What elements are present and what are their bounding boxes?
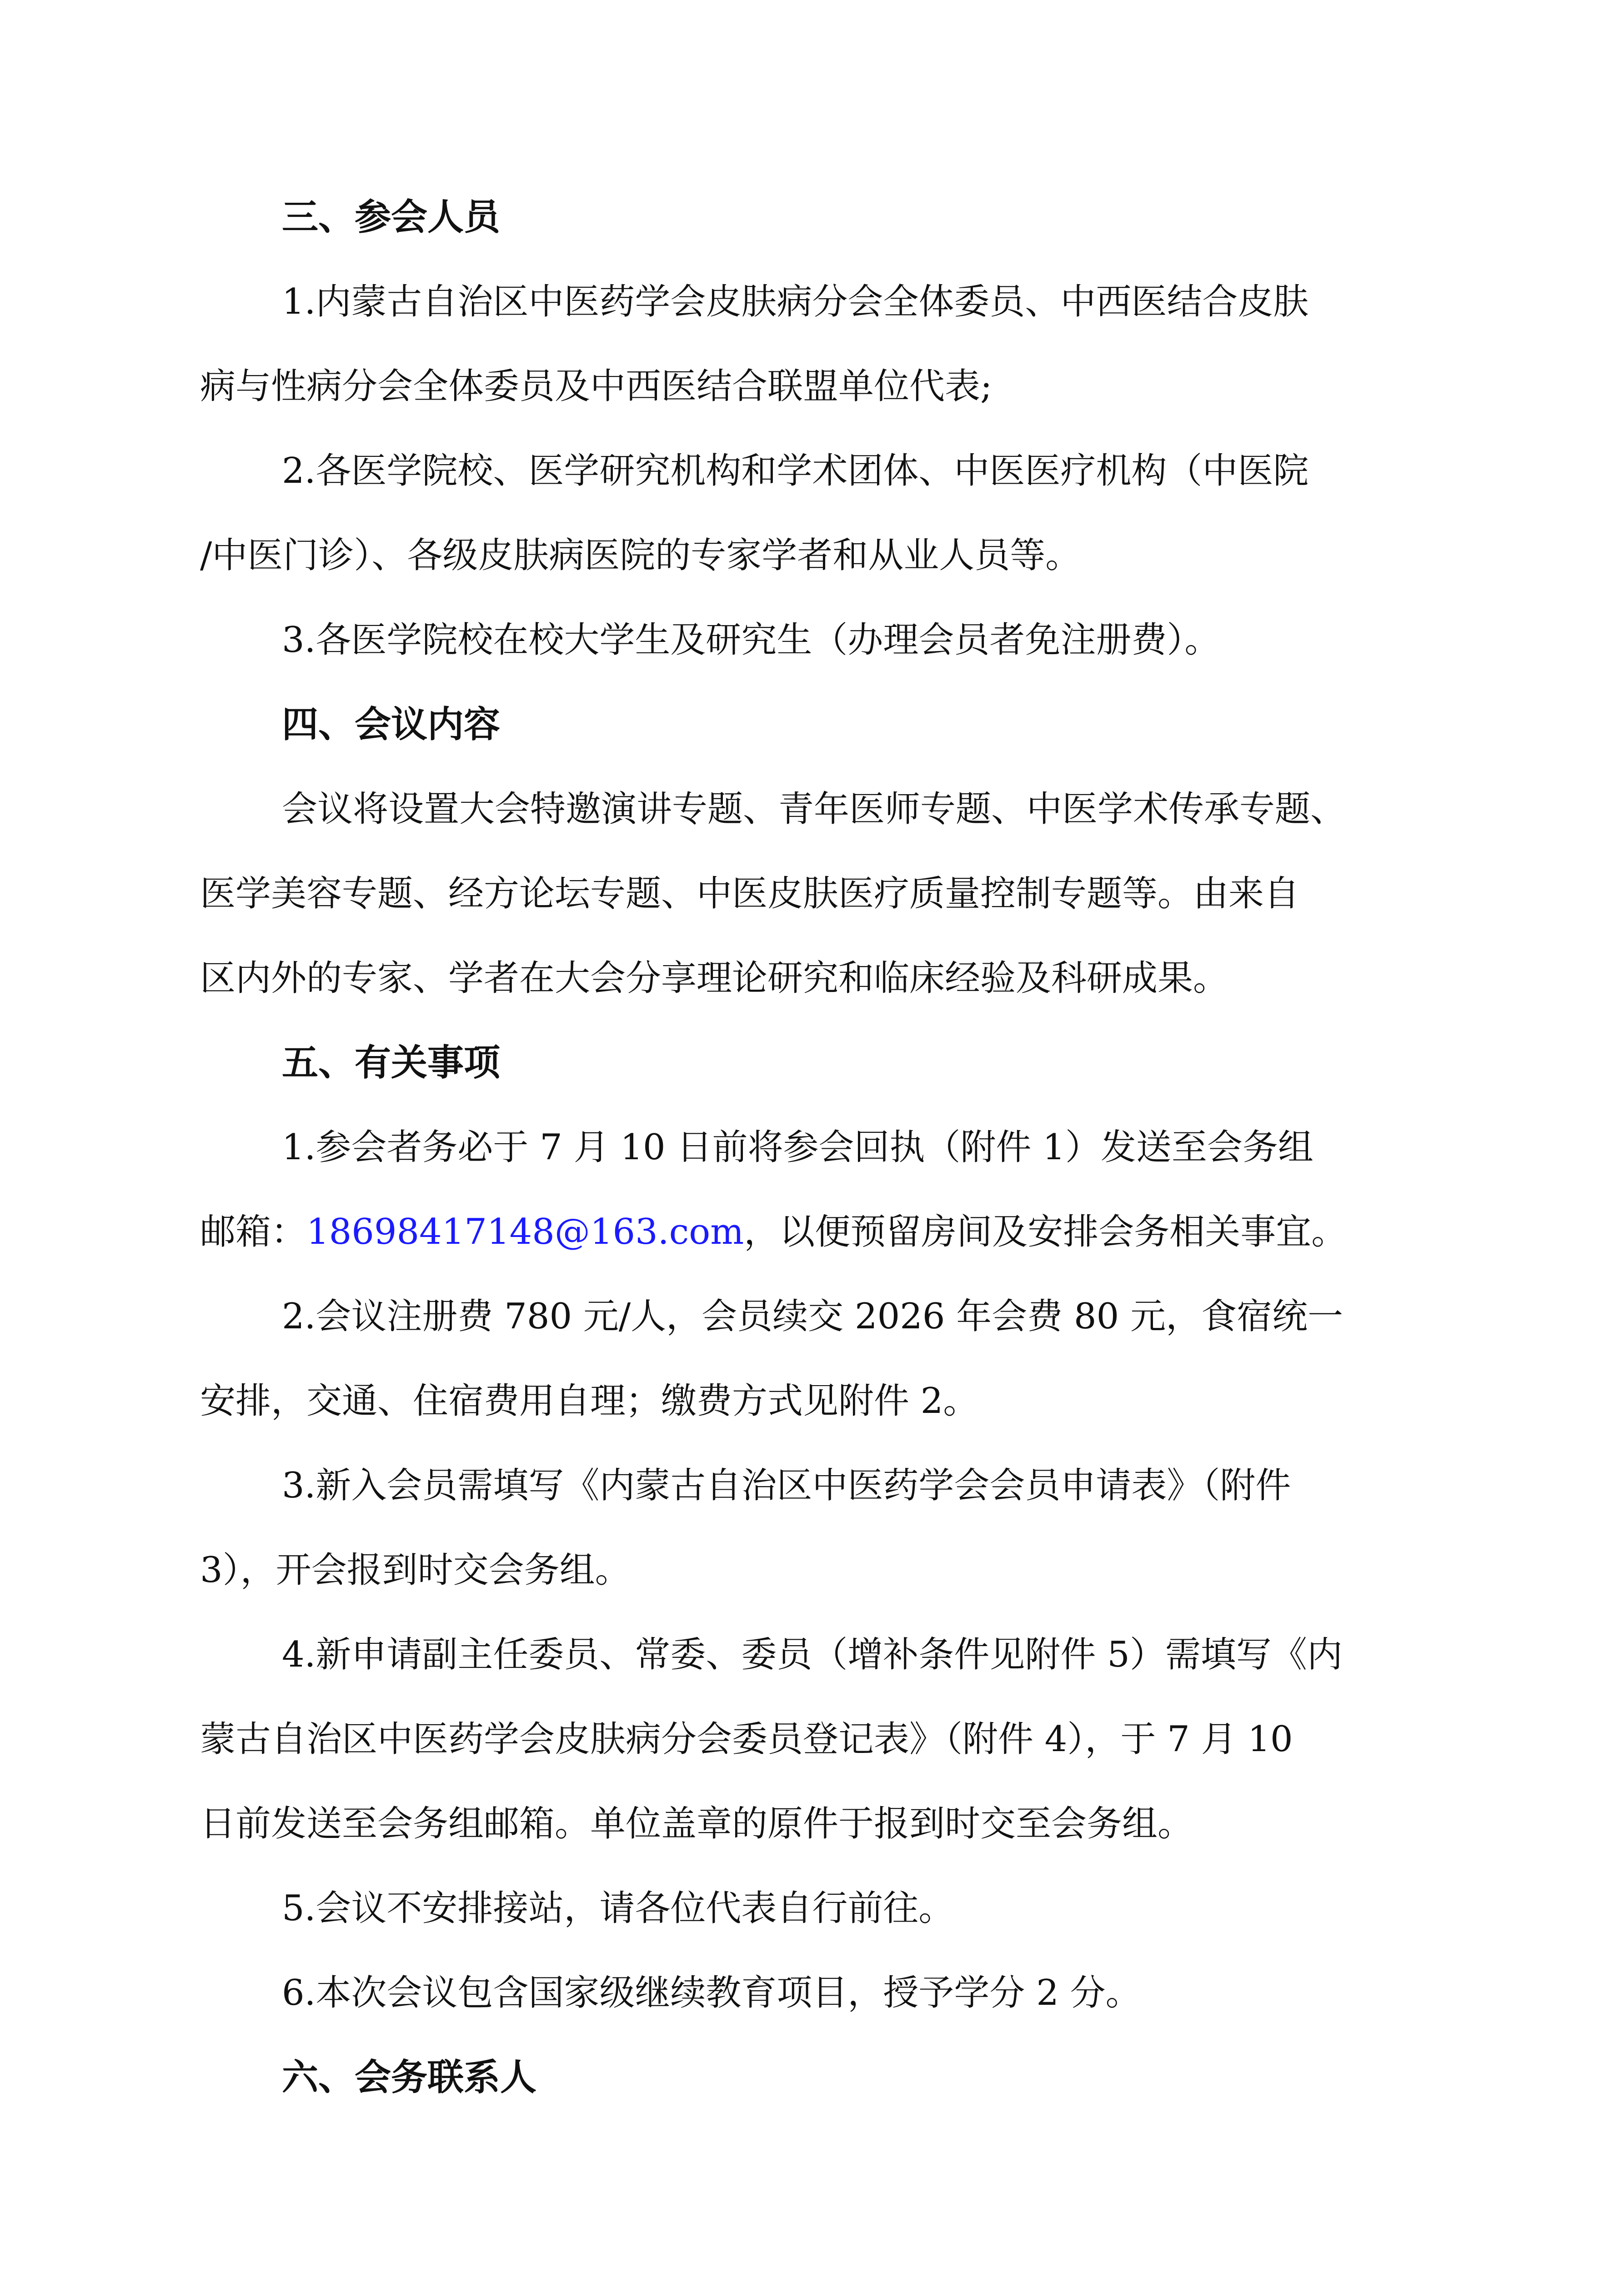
matters-item-1-line-1: 1.参会者务必于 7 月 10 日前将参会回执（附件 1）发送至会务组 [282,1127,1313,1168]
contact-email-link[interactable]: 18698417148@163.com [306,1212,744,1252]
matters-item-1-line-2 [200,1190,1455,1274]
matters-item-6-line-1: 6.本次会议包含国家级继续教育项目，授予学分 2 分。 [282,1973,1141,2013]
matters-item-5-line-1: 5.会议不安排接站，请各位代表自行前往。 [282,1888,954,1929]
matters-item-3-line-1: 3.新入会员需填写《内蒙古自治区中医药学会会员申请表》（附件 [282,1465,1291,1506]
section-heading-contacts: 六、会务联系人 [282,2056,536,2098]
section-heading-content: 四、会议内容 [282,703,500,746]
email-line-suffix: ，以便预留房间及安排会务相关事宜。 [744,1212,1347,1252]
matters-item-2-line-1: 2.会议注册费 780 元/人，会员续交 2026 年会费 80 元，食宿统一 [282,1296,1343,1337]
content-paragraph-line-1: 会议将设置大会特邀演讲专题、青年医师专题、中医学术传承专题、 [282,789,1346,830]
section-heading-matters: 五、有关事项 [282,1041,500,1084]
content-paragraph-line-3: 区内外的专家、学者在大会分享理论研究和临床经验及科研成果。 [200,958,1229,999]
matters-item-4-line-2: 蒙古自治区中医药学会皮肤病分会委员登记表》（附件 4），于 7 月 10 [200,1719,1293,1760]
attendees-item-1-line-2: 病与性病分会全体委员及中西医结合联盟单位代表; [200,366,992,407]
attendees-item-2-line-2: /中医门诊）、各级皮肤病医院的专家学者和从业人员等。 [200,535,1081,576]
matters-item-3-line-2: 3），开会报到时交会务组。 [200,1550,631,1591]
document-body [200,175,1455,2120]
matters-item-4-line-1: 4.新申请副主任委员、常委、委员（增补条件见附件 5）需填写《内 [282,1634,1343,1675]
email-label: 邮箱： [200,1212,307,1252]
content-paragraph-line-2: 医学美容专题、经方论坛专题、中医皮肤医疗质量控制专题等。由来自 [200,873,1300,914]
attendees-item-1-line-1: 1.内蒙古自治区中医药学会皮肤病分会全体委员、中西医结合皮肤 [282,281,1309,322]
section-heading-attendees: 三、参会人员 [282,196,500,238]
matters-item-2-line-2: 安排，交通、住宿费用自理；缴费方式见附件 2。 [200,1381,979,1422]
attendees-item-3-line-1: 3.各医学院校在校大学生及研究生（办理会员者免注册费）。 [282,620,1220,661]
matters-item-4-line-3: 日前发送至会务组邮箱。单位盖章的原件于报到时交至会务组。 [200,1803,1193,1844]
attendees-item-2-line-1: 2.各医学院校、医学研究机构和学术团体、中医医疗机构（中医院 [282,451,1309,491]
